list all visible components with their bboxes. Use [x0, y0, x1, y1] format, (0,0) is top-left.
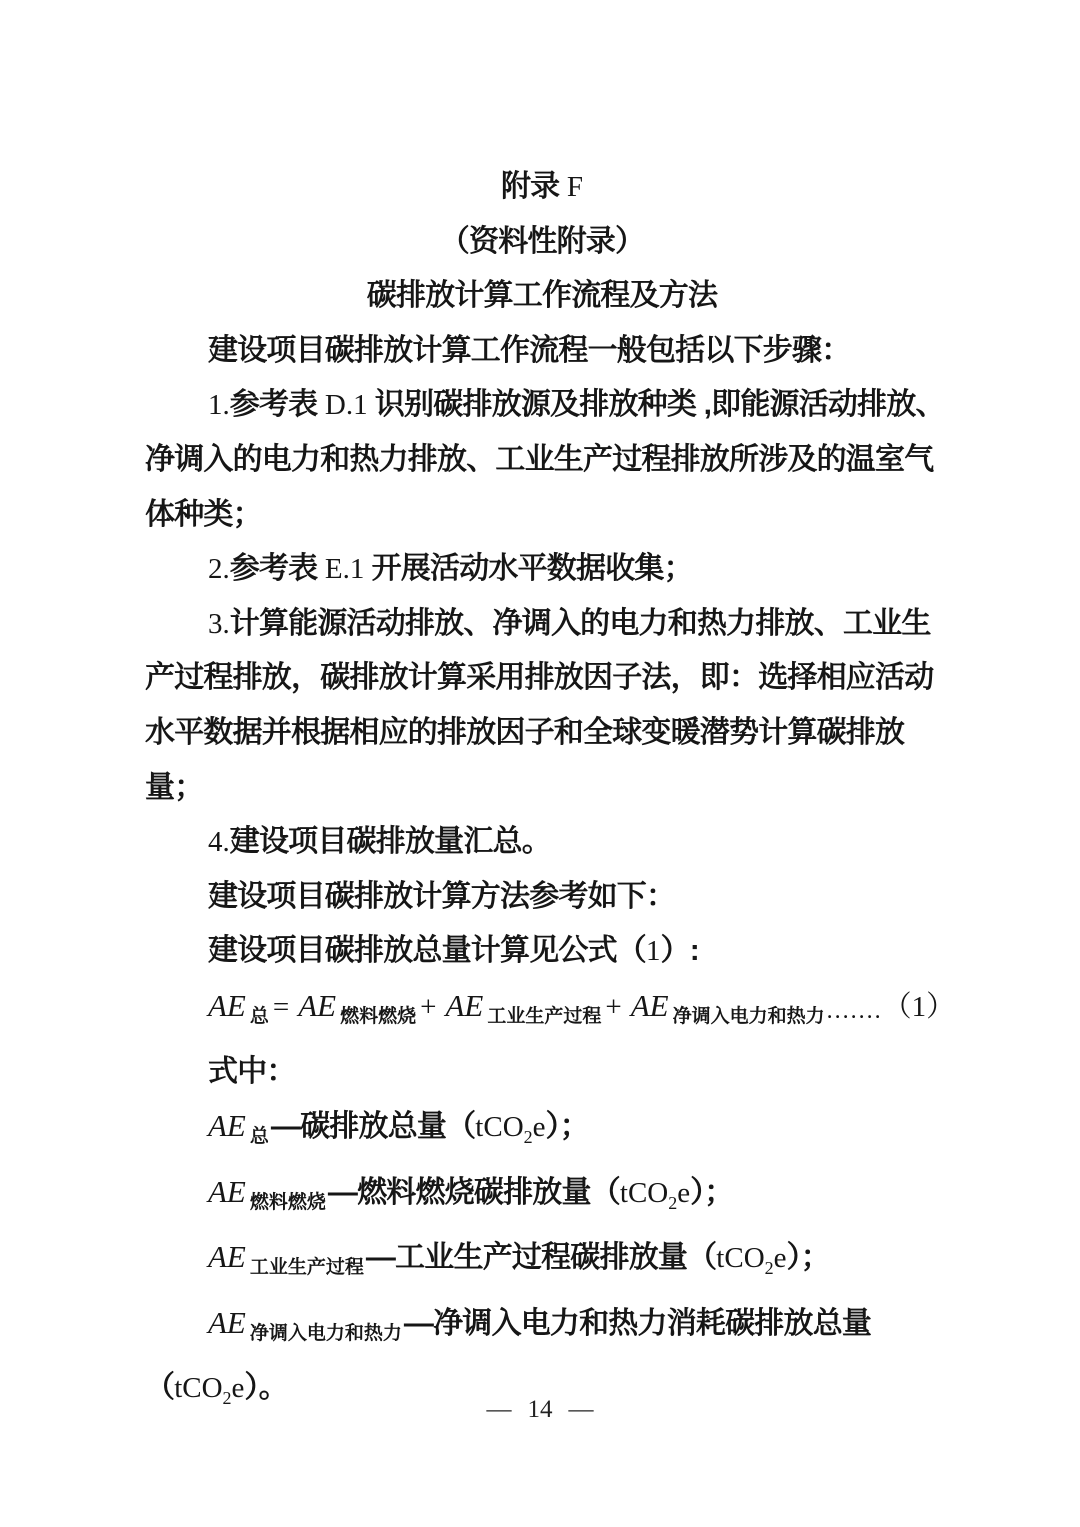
unit-open-paren: （ [145, 1371, 175, 1405]
definition-1-tail: ）； [545, 1110, 589, 1144]
step2-number: 2. [208, 553, 230, 586]
ae-symbol: AE [208, 1108, 246, 1144]
emission-unit: tCO [716, 1242, 765, 1275]
plus-sign: + [420, 990, 437, 1023]
ae-subscript-process: 工业生产过程 [249, 1257, 364, 1279]
unit-subscript: 2 [523, 1127, 533, 1148]
equals-sign: = [272, 990, 290, 1023]
leader-dots: ....... [826, 997, 883, 1024]
document-title-text: 碳排放计算工作流程及方法 [366, 279, 718, 313]
ae-symbol: AE [208, 1304, 246, 1340]
ae-subscript-power: 净调入电力和热力 [672, 1005, 825, 1027]
ae-subscript-total: 总 [249, 1005, 269, 1027]
emission-unit: tCO [475, 1111, 524, 1144]
formula-intro-a: 建设项目碳排放总量计算见公式（ [208, 934, 646, 968]
step3-number: 3. [208, 607, 230, 640]
text-block [145, 160, 956, 1426]
intro-paragraph [145, 324, 939, 379]
step4-text: 建设项目碳排放量汇总。 [229, 825, 551, 859]
method-intro-line [145, 870, 939, 925]
step4-number: 4. [208, 826, 230, 859]
ae-subscript-process: 工业生产过程 [487, 1005, 602, 1027]
definition-line-1 [145, 1099, 939, 1165]
ae-symbol: AE [445, 987, 484, 1023]
unit-subscript: 2 [764, 1258, 774, 1279]
definition-line-2 [145, 1165, 939, 1231]
ae-symbol: AE [630, 987, 669, 1023]
plus-sign: + [605, 990, 622, 1023]
step3-line4-text: 量； [145, 770, 204, 804]
emission-unit-suffix: e [532, 1111, 546, 1144]
table-ref-d1: D.1 [324, 389, 375, 422]
ae-subscript-fuel: 燃料燃烧 [340, 1005, 417, 1027]
appendix-label: 附录 [500, 170, 567, 203]
step3-line3 [145, 706, 939, 761]
appendix-note [145, 215, 939, 270]
appendix-note-text: （资料性附录） [439, 224, 645, 258]
definition-2-tail: ）； [690, 1175, 734, 1209]
definition-4-tail: ）。 [244, 1371, 288, 1405]
emission-unit-suffix: e [677, 1176, 691, 1209]
ae-subscript-fuel: 燃料燃烧 [249, 1191, 326, 1213]
definition-line-4 [145, 1296, 939, 1362]
step1-number: 1. [208, 389, 230, 422]
step3-line3-text: 水平数据并根据相应的排放因子和全球变暖潜势计算碳排放 [145, 715, 905, 749]
ae-symbol: AE [208, 1173, 246, 1209]
appendix-letter: F [566, 171, 584, 203]
step1-line2 [145, 433, 939, 488]
unit-subscript: 2 [222, 1388, 232, 1409]
definition-2-text: —燃料燃烧碳排放量（ [327, 1175, 620, 1209]
step1-line2-text: 净调入的电力和热力排放、工业生产过程排放所涉及的温室气 [145, 442, 934, 476]
page-footer [0, 1396, 1080, 1424]
formula-intro-number: 1 [646, 935, 661, 968]
definition-4-text: —净调入电力和热力消耗碳排放总量 [403, 1306, 872, 1340]
step3-line1-text: 计算能源活动排放、净调入的电力和热力排放、工业生 [229, 606, 931, 640]
unit-subscript: 2 [668, 1192, 678, 1213]
definition-1-text: —碳排放总量（ [270, 1110, 476, 1144]
step1-line3-text: 体种类； [145, 497, 262, 531]
method-intro-text: 建设项目碳排放计算方法参考如下： [208, 879, 676, 913]
step1-text-b: 识别碳排放源及排放种类 ,即能源活动排放、 [374, 388, 945, 422]
table-ref-e1: E.1 [324, 553, 372, 586]
formula-number: （1） [882, 990, 956, 1023]
step3-line1 [145, 597, 939, 652]
step3-line4 [145, 761, 939, 816]
footer-dash-left: — [486, 1396, 512, 1423]
ae-subscript-total: 总 [249, 1126, 269, 1148]
ae-symbol: AE [208, 987, 246, 1023]
formula-intro-b: ）: [660, 934, 699, 968]
formula-intro-line [145, 924, 939, 979]
step2-line [145, 542, 939, 597]
page-number: 14 [527, 1396, 553, 1423]
where-label-line [145, 1045, 939, 1100]
step4-line [145, 815, 939, 870]
formula-line [145, 979, 956, 1045]
ae-symbol: AE [298, 987, 337, 1023]
where-label-text: 式中： [208, 1054, 296, 1088]
step2-text-b: 开展活动水平数据收集； [371, 552, 693, 586]
emission-unit: tCO [619, 1176, 669, 1209]
step3-line2 [145, 651, 939, 706]
emission-unit-suffix: e [231, 1372, 245, 1405]
ae-subscript-power: 净调入电力和热力 [249, 1322, 402, 1344]
step1-line3 [145, 488, 939, 543]
step1-text-a: 参考表 [229, 388, 325, 422]
definition-line-3 [145, 1230, 939, 1296]
document-title [145, 269, 939, 324]
emission-unit: tCO [174, 1372, 223, 1405]
step1-line1 [145, 378, 945, 433]
step3-line2-text: 产过程排放，碳排放计算采用排放因子法，即：选择相应活动 [145, 661, 934, 695]
ae-symbol: AE [208, 1239, 246, 1275]
step2-text-a: 参考表 [229, 552, 325, 586]
definition-3-text: —工业生产过程碳排放量（ [365, 1241, 717, 1275]
definition-3-tail: ）； [786, 1241, 830, 1275]
intro-text: 建设项目碳排放计算工作流程一般包括以下步骤： [208, 333, 851, 367]
emission-unit-suffix: e [773, 1242, 787, 1275]
footer-dash-right: — [568, 1396, 594, 1423]
appendix-heading [145, 160, 939, 215]
